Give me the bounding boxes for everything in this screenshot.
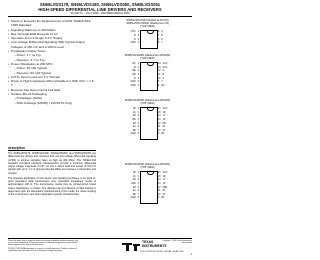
pin-label: 1A [132,111,136,114]
pin-right [158,179,180,182]
pin-number: 6 [137,81,139,84]
pin-number: 14 [158,63,161,66]
feature-item: – Driver: 25 mW Typical [14,66,47,71]
pin-number: 10 [158,129,161,132]
pin-number: 8 [158,31,160,34]
feature-item: • Signaling Rates up to 400 Mbit/s [8,28,96,32]
pin-left [117,35,139,38]
package-sub: SN65LVDS179DGK (Marked as L79) [126,22,169,26]
pin-right [158,122,180,129]
title-line-1: SN65LVDS179, SN65LVDS180, SN65LVDS050, SN65LVDS051 [39,2,161,7]
pin-left [117,42,139,45]
document-number: SLLS377C – JULY 1999 – REVISED MARCH 2000 [70,12,130,15]
feature-item: – Receiver: 3.7 ns Typ [14,57,45,62]
feature-item: – D Package (SOIC) [14,96,43,101]
pin-left [117,179,139,182]
pin-label: DE [132,74,136,76]
pin-number: 8 [137,133,139,136]
pin-left [117,111,139,118]
pin-label: 1R [132,179,136,182]
pin-number: 11 [158,190,161,193]
feature-item: • LVTTL Input Levels are 5 V Tolerant [8,75,96,79]
pin-label: GND [130,133,136,136]
pin-label: 1A [132,175,136,178]
pin-right [158,175,180,182]
ic-package-outline [137,107,161,140]
pin-label: GND [130,42,136,45]
pin-number: 7 [137,193,139,196]
pin-label: 2R [132,122,136,125]
pin-number: 4 [137,119,139,121]
pin-left [117,74,139,77]
pin-label: 1Z [162,119,166,121]
pin-number: 8 [158,84,160,87]
description-paragraph: The intended application of this device and signaling technique is for point-to-point baseband data transmission over controlled impedance media of approximately 100 Ω. The transmission media may be printed-circuit board traces, backplanes, or cables. The ultimate rate and distance of data transfer is dependent upon the attenuation characteristics of the media, the noise coupling to the environment, and other application specific characteristics. [8,176,96,196]
pin-label: 1Y [162,115,166,118]
pin-label: 2B [132,193,136,196]
pin-number: 9 [158,197,160,200]
pin-label: 1B [132,172,136,175]
pin-label: A [161,31,163,34]
pin-left [117,70,139,73]
pin-number: 10 [158,193,161,196]
pin-label: B [161,34,163,37]
pin-number: 15 [158,175,161,178]
pin-right [158,31,180,34]
pin-label: R [134,34,136,37]
pin-label: 2R [132,186,136,189]
copyright: Copyright © 2000, Texas Instruments Incorporated [162,240,192,245]
pin-left [117,190,139,193]
pin-left [117,77,139,84]
pin-left [117,197,139,200]
footer-rule [8,238,192,239]
pin-label: 1DE [131,183,136,185]
pin-label: 2Y [162,193,166,196]
pin-right [158,63,180,66]
description-heading: description [8,146,96,151]
pin-number: 7 [158,34,160,37]
feature-item: • Operates From a Single 3.3-V Supply [8,36,96,40]
pin-left [117,172,139,175]
pin-label: 2Z [162,190,166,193]
pin-label: 2A [132,190,136,193]
pin-right [158,126,180,129]
pin1-notch-icon [147,172,154,176]
pin-label: 1R [132,115,136,118]
pin-left [117,129,139,136]
pin-number: 9 [158,133,160,136]
pin-right [158,77,180,84]
pin-number: 6 [158,38,160,41]
feature-item: • Surface-Mount Packaging [8,92,96,96]
feature-item: • Meets or Exceeds the Requirements of ANSI TIA/EIA-644-1995 Standard [8,19,96,28]
ic-package-outline [137,62,161,91]
pin-label: 1D [162,175,166,178]
header-rule [8,16,192,17]
pin-number: 12 [158,186,161,189]
pin-left [117,122,139,129]
pin-number: 11 [158,126,161,129]
feature-item: – Receiver: 60 mW Typical [14,70,51,75]
pin-number: 7 [137,84,139,87]
pin-number: 2 [137,175,139,178]
pin-right [158,108,180,111]
package-header [103,19,192,28]
pin-label: B [162,74,164,76]
pin-right [158,111,180,118]
pin-left [117,186,139,193]
feature-item: • Driver is High Impedance When Disabled or With VCC < 1.5 V [8,79,96,88]
pin-label: RE [132,119,136,121]
pin-label: A [162,70,165,73]
pin-left [117,115,139,118]
brand-name: TEXAS INSTRUMENTS [142,240,167,248]
pin-right [158,193,180,200]
pin-number: 1 [137,63,139,66]
feature-item: – DGK Package (MSOP) (‘LVDS179 Only) [14,100,73,105]
pin-label: R [134,66,136,69]
pin1-notch-icon [147,63,154,67]
pin-right [158,35,180,38]
pin-label: VCC [162,108,168,111]
pin-label: Z [161,38,163,41]
important-notice: Please be aware that an important notice concerning availability, standard warranty, and use in critical applications of Texas Instruments semiconductor products and disclaimers thereto appears at the end of this data sheet. [8,240,78,247]
pin-number: 11 [158,74,161,76]
pin-number: 5 [158,42,160,45]
address: POST OFFICE BOX 655303 • DALLAS, TEXAS 75265 [140,251,184,253]
pin-number: 3 [137,38,139,41]
pin-number: 13 [158,183,161,185]
pin-right [158,74,180,77]
pin-left [117,175,139,182]
pin-label: 2D [161,133,165,136]
pin-left [117,63,139,66]
pin-left [117,81,139,84]
pin-number: 4 [137,183,139,185]
pin-number: 16 [158,172,161,175]
pin-label: 2A [132,126,136,129]
pin-label: VCC [162,63,168,66]
ic-package-outline [137,30,158,48]
pin-number: 9 [158,81,160,84]
pin-label: Y [161,42,163,45]
pin-number: 6 [137,190,139,193]
pin-label: 2Z [162,126,166,129]
pin-label: 2B [132,129,136,132]
package-name: SN65LVDS179D (Marked as DL179) [126,19,169,22]
pin-number: 1 [137,108,139,111]
pin-number: 4 [137,42,139,45]
pin-label: 1B [132,108,136,111]
pin-left [117,133,139,136]
pin-label: RE [132,70,136,73]
pin-number: 15 [158,111,161,114]
pin-number: 12 [158,70,161,73]
description-paragraph: The SN65LVDS179, SN65LVDS180, SN65LVDS050, and SN65LVDS051 are differential line drivers and receivers that use low-voltage differential signaling (LVDS) to achieve signaling rates as high as 400 Mbps. The TIA/EIA-644 standard compliant electrical characteristics provide a minimum differential output voltage magnitude of 247 mV into a 100-Ω load and receipt of 100-mV signals with up to 1 V of ground potential difference between a transmitter and receiver. [8,152,96,175]
pin1-notch-icon [147,108,154,112]
pin-right [158,42,180,45]
pin-label: D [134,77,136,80]
pin-left [117,108,139,111]
pin-number: 16 [158,108,161,111]
feature-item: • Power Dissipation at 200 MHz [8,62,96,66]
feature-item: • Receiver has Open-Circuit Fail Safe [8,88,96,92]
package-header [103,54,192,60]
pin-label: DE [162,122,166,125]
pin-label: GND [130,81,136,84]
pin-right [158,183,180,186]
pin-left [117,31,139,34]
package-view: (TOP VIEW) [140,57,155,61]
pin-number: 14 [158,115,161,118]
package-view: (TOP VIEW) [140,166,155,170]
package-name: SN65LVDS051D (Marked as LVDS051) [124,163,171,166]
pin-number: 1 [137,172,139,175]
pin-label: VCC [162,172,168,175]
pin-label: NC [132,63,136,66]
pin-left [117,85,139,88]
pin-right [158,66,180,73]
feature-item: • Low-Voltage Differential Signaling With Typical Output Voltages of 350 mV and a 100-Ω Load [8,40,96,49]
pin-label: 2Y [162,129,166,132]
pin-left [117,126,139,129]
pin-number: 13 [158,119,161,121]
pin-right [158,70,180,73]
footer-notice [8,240,78,252]
pin-label: GND [130,84,136,87]
package-header [103,163,192,169]
pin-number: 5 [137,186,139,189]
pin-number: 2 [137,66,139,69]
pin-number: 1 [137,31,139,34]
pin-number: 6 [137,126,139,129]
pin-right [158,133,180,136]
feature-item: • Propagation Delay Times [8,49,96,53]
description-body [8,152,96,198]
production-data-notice: PRODUCTION DATA information is current as of publication date. Products conform to specifications per the terms of Texas Instruments standard warranty. [8,247,77,252]
pin-number: 2 [137,34,139,37]
pin-number: 8 [137,197,139,200]
pin-right [158,172,180,175]
pin-label: NC [161,84,165,87]
pin-number: 3 [137,179,139,182]
features-list [8,19,96,105]
pin-number: 7 [137,129,139,132]
pin-right [158,197,180,200]
pin-label: 2D [161,197,165,200]
pin-right [158,115,180,118]
pin-number: 5 [137,122,139,125]
pin-number: 3 [137,70,139,73]
pin-right [158,186,180,193]
pin-left [117,66,139,73]
package-header [103,99,192,105]
pin-number: 3 [137,115,139,118]
pin-number: 14 [158,179,161,182]
pin-right [158,81,180,84]
pin-left [117,183,139,186]
pin-number: 12 [158,122,161,125]
pin-number: 5 [137,77,139,80]
pin-right [158,119,180,122]
pin-right [158,129,180,136]
pin-right [158,38,180,45]
pin-number: 13 [158,66,161,69]
page-number: 1 [190,253,192,256]
pin-label: Y [161,81,163,84]
package-name: SN65LVDS180D (Marked as LVDS180) [124,54,171,57]
pin-left [117,193,139,200]
pin-label: Z [162,77,164,80]
pin-label: GND [130,197,136,200]
pin-number: 2 [137,111,139,114]
feature-item: – Driver: 1.7 ns Typ [14,53,41,58]
pin1-notch-icon [147,31,154,35]
package-view: (TOP VIEW) [140,102,155,106]
pin-label: VCC [162,66,168,69]
pin-label: 1Z [162,183,166,185]
ic-package-outline [137,171,161,204]
package-view: (TOP VIEW) [140,25,155,29]
pin-right [158,190,180,193]
pin-right [158,85,180,88]
title-line-2: HIGH-SPEED DIFFERENTIAL LINE DRIVERS AND RECEIVERS [38,7,162,12]
pin-left [117,38,139,45]
package-name: SN65LVDS050D (Marked as LVDS050) [124,99,171,102]
pin-number: 4 [137,74,139,76]
pin-number: 10 [158,77,161,80]
pin-label: 1Y [162,179,166,182]
pin-label: 1D [162,111,166,114]
pin-label: 2DE [162,186,168,189]
feature-item: • Bus-Terminal ESD Exceeds 12 kV [8,32,96,36]
pin-label: VCC [130,31,136,34]
pin-left [117,119,139,122]
pin-label: D [134,38,136,41]
